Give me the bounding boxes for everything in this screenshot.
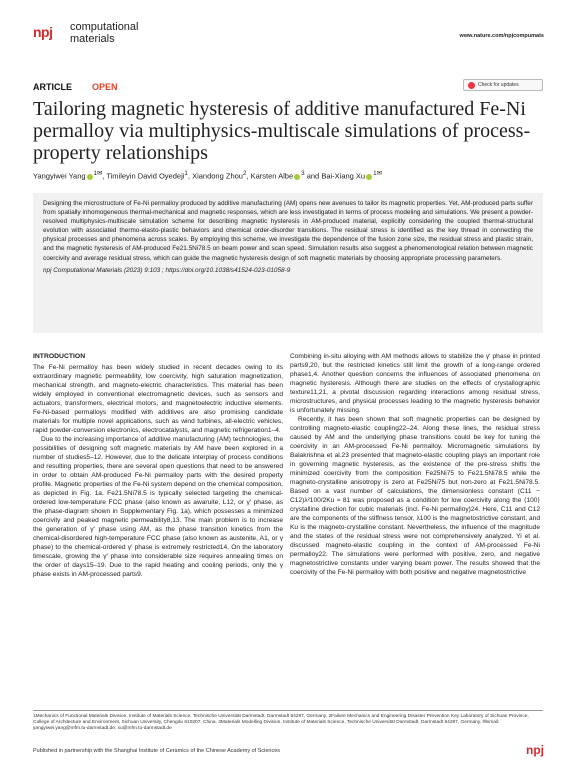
open-access-label: OPEN <box>92 82 118 92</box>
abstract-text: Designing the microstructure of Fe-Ni permalloy produced by additive manufacturing (AM) opens new avenues to tailor its magnetic properties. Yet, AM-produced parts suffer from spatially inhomogeneous thermal-mechanical and magnetic responses, which are less investigated in terms of process modeling and simulations. We present a powder-resolved multiphysics-multiscale simulation scheme for describing magnetic hysteresis in AM-produced material, explicitly considering the coupled thermal-structural evolution with associated thermo-elasto-plastic behaviors and chemical order-disorder transitions. The residual stress is identified as the key thread in connecting the physical processes and phenomena across scales. By employing this scheme, we investigate the dependence of the fusion zone size, the residual stress and plastic strain, and the magnetic hysteresis of AM-produced Fe21.5Ni78.5 on beam power and scan speed. Simulation results also suggest a phenomenological relation between magnetic coercivity and average residual stress, which can guide the magnetic hysteresis design of soft magnetic materials by choosing appropriate processing parameters. <box>43 200 533 262</box>
citation-line[interactable]: npj Computational Materials (2023) 9:103 ; https://doi.org/10.1038/s41524-023-01058-9 <box>43 266 291 274</box>
body-paragraph: Due to the increasing importance of additive manufacturing (AM) technologies, the possibilities of designing soft magnetic materials by AM have been explored in a number of studies5–12. However, due to the delicate interplay of process conditions and resulting properties, there are several open questions that need to be answered in order to obtain AM-produced Fe-Ni permalloy parts with the desired property profile. Magnetic properties of the Fe-Ni system depend on the chemical composition, as depicted in Fig. 1a. Fe21.5Ni78.5 is typically selected targeting the chemical-ordered low-temperature FCC phase (also known as awaruite, L12, or γ′ phase, as the phase-diagram shown in Supplementary Fig. 1a), which possesses a minimized coercivity and peaked magnetic permeability8,13. The main problem is to increase the generation of γ′ phase using AM, as the phase transition kinetics from the chemical-disordered high-temperature FCC phase (also known as austenite, A1, or γ phase) to the chemical-ordered γ′ phase is extremely restricted14. On the laboratory timescale, growing the γ′ phase into considerable size requires annealing times on the order of days15–19. Due to the rapid heating and cooling periods, only the γ phase exists in AM-processed parts9. <box>33 436 283 578</box>
journal-name-line1: computational <box>70 21 139 33</box>
journal-name-line2: materials <box>70 33 115 45</box>
check-updates-icon <box>468 82 475 89</box>
body-column-left <box>33 352 283 579</box>
publisher-line: Published in partnership with the Shanghai Institute of Ceramics of the Chinese Academy of Sciences <box>33 748 281 754</box>
author-name[interactable]: Karsten Albe <box>250 171 294 181</box>
check-for-updates-button[interactable] <box>463 79 543 91</box>
orcid-icon[interactable] <box>366 174 372 180</box>
email-icon[interactable]: ✉ <box>97 170 103 177</box>
journal-url[interactable]: www.nature.com/npjcompumats <box>459 33 544 39</box>
npj-logo[interactable]: npj <box>33 24 53 40</box>
body-paragraph: The Fe-Ni permalloy has been widely studied in recent decades owing to its extraordinary magnetic permeability, low coercivity, high saturation magnetization, mechanical strength, and magneto-electric characteristics. This material has been widely employed in conventional electromagnetic devices, such as sensors and actuators, transformers, electrical motors, and magnetoelectric inductive elements. Fe-Ni-based permalloys modified with additives are also promising candidate materials for multiple novel applications, such as wind turbines, all-electric vehicles, rapid powder-conversion electronics, electrocatalysts, and magnetic refrigeration1–4. <box>33 364 283 434</box>
affiliation-marker: 1 <box>184 170 188 177</box>
footer-npj-logo[interactable]: npj <box>526 743 544 757</box>
author-name[interactable]: Yangyiwei Yang <box>33 171 86 181</box>
author-name[interactable]: Timileyin David Oyedeji <box>106 171 185 181</box>
body-column-right <box>290 352 540 577</box>
affiliation-marker: 2 <box>242 170 247 177</box>
orcid-icon[interactable] <box>87 174 93 180</box>
abstract-box <box>33 193 543 333</box>
author-list: Yangyiwei Yang $^{1✉}$, Timileyin David Oyedeji$^1$, Xiandong Zhou$^2$, Karsten Albe $^3$ and Bai-Xiang Xu $^{1✉}$ <box>33 170 382 181</box>
journal-header <box>0 0 576 52</box>
body-paragraph: Recently, it has been shown that soft magnetic properties can be designed by controlling magneto-elastic coupling22–24. Along these lines, the residual stress caused by AM and the underlying phase transitions could be key for tuning the coercivity in an AM-processed Fe-Ni permalloy. Micromagnetic simulations by Balakrishna et al.23 presented that magneto-elastic coupling plays an important role in governing magnetic hysteresis, as the existence of the pre-stress shifts the minimized coercivity from the composition Fe25Ni75 to Fe21.5Ni78.5 while the magneto-crystalline anisotropy is zero at Fe25Ni75 but non-zero at Fe21.5Ni78.5. Based on a vast number of calculations, the dimensionless constant (C11 − C12)λ²100/2Ku ≈ 81 was proposed as a condition for low coercivity along the ⟨100⟩ crystalline direction for cubic materials (incl. Fe-Ni permalloy)24. Here, C11 and C12 are the components of the stiffness tensor, λ100 is the magnetostrictive constant, and Ku is the magneto-crystalline constant. Nevertheless, the influence of the magnitude and the states of the residual stress were not comprehensively analyzed. Yi et al. discussed magneto-elastic coupling in the context of AM-processed Fe-Ni permalloy22. The simulations were performed with positive, zero, and negative magnetostrictive constants under varying beam power. The results showed that the coercivity of the Fe-Ni permalloy with both positive and negative magnetostrictive <box>290 416 540 576</box>
section-heading-introduction: INTRODUCTION <box>33 353 86 360</box>
check-updates-label: Check for updates <box>478 82 519 88</box>
journal-name <box>70 21 139 45</box>
affiliation-marker: 1 <box>93 170 98 177</box>
orcid-icon[interactable] <box>294 174 300 180</box>
author-name[interactable]: Bai-Xiang Xu <box>321 171 366 181</box>
body-paragraph: Combining in-situ alloying with AM methods allows to stabilize the γ′ phase in printed parts9,20, but the restricted kinetics still limit the growth of a long-range ordered phase1,4. Another question concerns the influences of associated phenomena on magnetic hysteresis. Although there are studies on the effects of crystallographic texture11,21, a pivotal discussion regarding interactions among residual stress, microstructures, and physical processes leading to the magnetic hysteresis behavior is unfortunately missing. <box>290 353 540 414</box>
affiliation-footnotes: 1Mechanics of Functional Materials Division, Institute of Materials Science, Technische Universität Darmstadt, Darmstadt 64287, Germany. 2Failure Mechanics and Engineering Disaster Prevention Key Laboratory of Sichuan Province, College of Architecture and Environment, Sichuan University, Chengdu 610207, China. 3Materials Modelling Division, Institute of Materials Science, Technische Universität Darmstadt, Darmstadt 64287, Germany. ✉email: yangyiwei.yang@mfm.tu-darmstadt.de; xu@mfm.tu-darmstadt.de <box>33 710 543 733</box>
article-title: Tailoring magnetic hysteresis of additive manufactured Fe-Ni permalloy via multiphysics-multiscale simulations of process-property relationships <box>33 98 531 164</box>
affiliation-marker: 1 <box>373 170 377 177</box>
email-icon[interactable]: ✉ <box>376 170 382 177</box>
author-name[interactable]: Xiandong Zhou <box>192 171 243 181</box>
affiliation-marker: 3 <box>301 170 305 177</box>
article-type-label: ARTICLE <box>33 82 72 92</box>
